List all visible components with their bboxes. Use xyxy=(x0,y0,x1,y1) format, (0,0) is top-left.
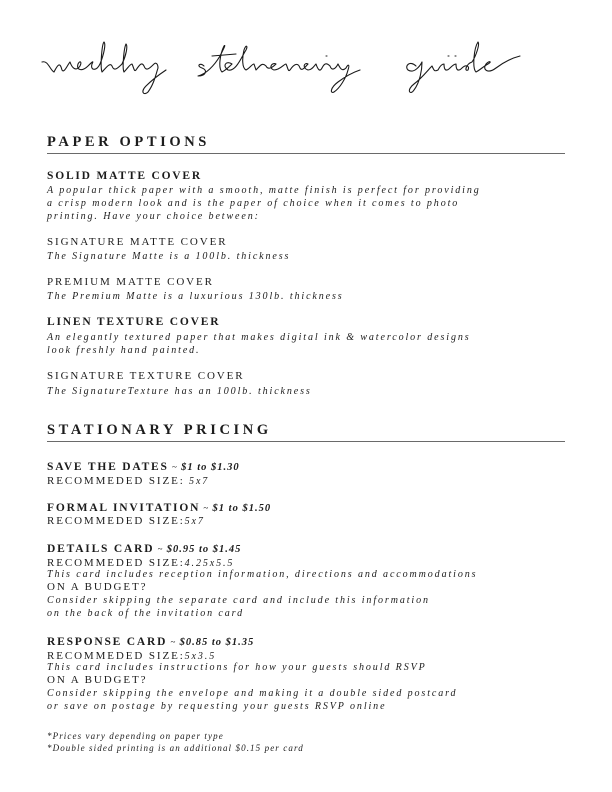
signature-texture-name: SIGNATURE TEXTURE COVER xyxy=(47,370,245,382)
signature-texture-desc: The SignatureTexture has an 100lb. thickness xyxy=(47,386,312,397)
price-separator: ~ xyxy=(167,637,180,647)
details-card-desc: This card includes reception information, directions and accommodations xyxy=(47,569,478,580)
linen-texture-desc-line: look freshly hand painted. xyxy=(47,345,201,356)
details-card-row xyxy=(47,541,241,556)
footnote: *Prices vary depending on paper type xyxy=(47,731,224,741)
save-the-dates-price: $1 to $1.30 xyxy=(181,462,240,473)
size-label: RECOMMEDED SIZE: xyxy=(47,650,185,662)
solid-matte-desc-line: printing. Have your choice between: xyxy=(47,211,260,222)
premium-matte-desc: The Premium Matte is a luxurious 130lb. thickness xyxy=(47,291,344,302)
details-card-budget-line: on the back of the invitation card xyxy=(47,608,244,619)
paper-options-heading: PAPER OPTIONS xyxy=(47,134,210,150)
premium-matte-name: PREMIUM MATTE COVER xyxy=(47,276,214,288)
formal-invitation-price: $1 to $1.50 xyxy=(212,503,272,514)
size-value: 5x7 xyxy=(184,516,205,527)
formal-invitation-size-row xyxy=(47,513,205,528)
price-separator: ~ xyxy=(154,544,167,554)
size-value: 4.25x5.5 xyxy=(184,558,235,569)
response-card-budget-label: ON A BUDGET? xyxy=(47,674,148,686)
save-the-dates-row xyxy=(47,459,240,474)
details-card-budget-label: ON A BUDGET? xyxy=(47,581,148,593)
details-card-price: $0.95 to $1.45 xyxy=(166,544,242,555)
linen-texture-desc-line: An elegantly textured paper that makes digital ink & watercolor designs xyxy=(47,332,471,343)
size-label: RECOMMEDED SIZE: xyxy=(47,475,185,487)
size-label: RECOMMEDED SIZE: xyxy=(47,515,185,527)
solid-matte-heading: SOLID MATTE COVER xyxy=(47,170,202,182)
save-the-dates-name: SAVE THE DATES xyxy=(47,461,169,473)
signature-matte-name: SIGNATURE MATTE COVER xyxy=(47,236,228,248)
stationary-pricing-divider xyxy=(47,441,565,442)
details-card-budget-line: Consider skipping the separate card and include this information xyxy=(47,595,430,606)
solid-matte-desc-line: A popular thick paper with a smooth, matte finish is perfect for providing xyxy=(47,185,481,196)
details-card-name: DETAILS CARD xyxy=(47,543,155,555)
size-value: 5x3.5 xyxy=(184,651,217,662)
footnote: *Double sided printing is an additional $0.15 per card xyxy=(47,743,304,753)
formal-invitation-name: FORMAL INVITATION xyxy=(47,502,201,514)
price-separator: ~ xyxy=(168,462,182,472)
response-card-price: $0.85 to $1.35 xyxy=(179,637,255,648)
paper-options-divider xyxy=(47,153,565,154)
size-label: RECOMMEDED SIZE: xyxy=(47,557,185,569)
response-card-name: RESPONSE CARD xyxy=(47,636,168,648)
save-the-dates-size-row xyxy=(47,473,209,488)
response-card-row xyxy=(47,634,254,649)
response-card-budget-line: or save on postage by requesting your guests RSVP online xyxy=(47,701,387,712)
price-separator: ~ xyxy=(200,503,213,513)
size-value: 5x7 xyxy=(184,476,210,487)
solid-matte-desc-line: a crisp modern look and is the paper of choice when it comes to photo xyxy=(47,198,460,209)
signature-matte-desc: The Signature Matte is a 100lb. thickness xyxy=(47,251,291,262)
stationary-pricing-heading: STATIONARY PRICING xyxy=(47,422,272,438)
linen-texture-heading: LINEN TEXTURE COVER xyxy=(47,316,221,328)
response-card-budget-line: Consider skipping the envelope and making it a double sided postcard xyxy=(47,688,458,699)
script-title xyxy=(36,26,546,98)
script-title-lettering xyxy=(36,26,546,98)
response-card-desc: This card includes instructions for how your guests should RSVP xyxy=(47,662,427,673)
